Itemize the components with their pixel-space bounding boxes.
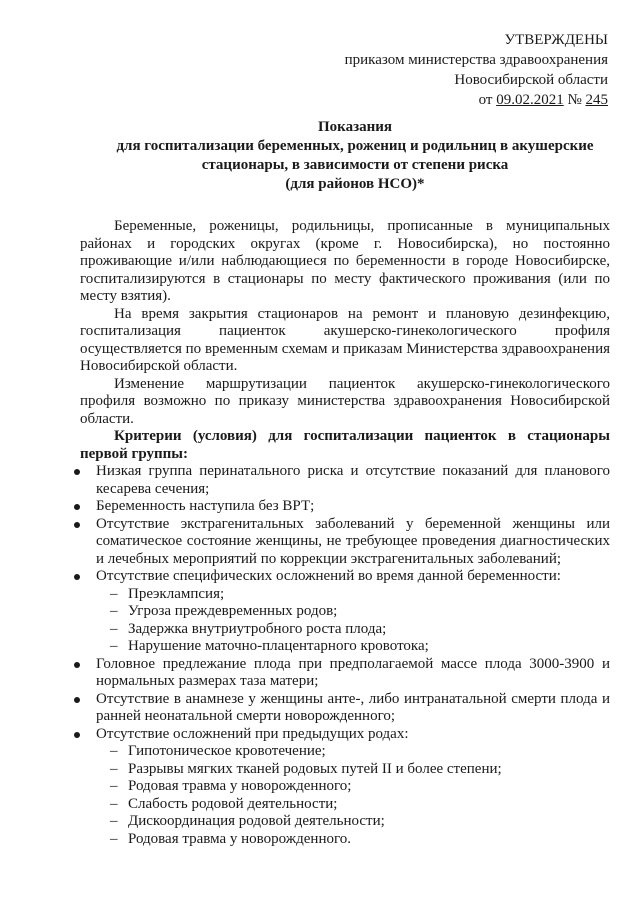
criteria-text: Отсутствие специфических осложнений во время данной беременности: — [96, 568, 561, 584]
sublist-text: Дискоординация родовой деятельности; — [128, 813, 385, 829]
criteria-text: Отсутствие осложнений при предыдущих родах: — [96, 725, 409, 742]
sublist-text: Гипотоническое кровотечение; — [128, 743, 326, 759]
sublist-item — [110, 831, 610, 849]
approval-authority: приказом министерства здравоохранения — [344, 52, 608, 68]
sublist-text: Преэклампсия; — [128, 585, 225, 602]
document-body — [80, 218, 610, 848]
approval-number-sign: № — [563, 92, 586, 108]
criteria-text: Низкая группа перинатального риска и отсутствие показаний для планового кесарева сечения; — [96, 463, 610, 497]
criteria-item — [80, 463, 610, 498]
paragraph-residence: Беременные, роженицы, родильницы, прописанные в муниципальных районах и городских округах (кроме г. Новосибирска), но постоянно проживающие и/или наблюдающиеся по беременности в городе Новосибирске, госпитализируются в стационары по месту фактического проживания (или по месту взятия). — [80, 218, 610, 304]
sublist-text: Нарушение маточно-плацентарного кровотока; — [128, 638, 429, 654]
approval-block — [345, 30, 608, 110]
criteria-item — [80, 516, 610, 569]
dash-icon: – — [110, 603, 118, 619]
bullet-icon — [74, 732, 80, 738]
sublist-item — [110, 743, 610, 761]
title-line-2: для госпитализации беременных, рожениц и родильниц в акушерские — [116, 138, 594, 154]
dash-icon: – — [110, 830, 118, 847]
criteria-item — [80, 568, 610, 656]
dash-icon: – — [110, 778, 118, 794]
bullet-icon — [74, 469, 80, 475]
sublist-text: Разрывы мягких тканей родовых путей II и более степени; — [128, 760, 502, 777]
criteria-text: Головное предлежание плода при предполагаемой массе плода 3000-3900 и нормальных размерах таза матери; — [96, 655, 610, 689]
criteria-item — [80, 691, 610, 726]
sublist-item — [110, 586, 610, 604]
criteria-heading: Критерии (условия) для госпитализации пациенток в стационары первой группы: — [80, 428, 610, 462]
sublist-text: Угроза преждевременных родов; — [128, 603, 338, 619]
previous-births-sublist — [96, 743, 610, 848]
sublist-item — [110, 813, 610, 831]
paragraph-routing: Изменение маршрутизации пациенток акушерско-гинекологического профиля возможно по приказу министерства здравоохранения Новосибирской области. — [80, 375, 610, 427]
bullet-icon — [74, 697, 80, 703]
approval-date: 09.02.2021 — [496, 92, 564, 108]
bullet-icon — [74, 504, 80, 510]
sublist-text: Родовая травма у новорожденного; — [128, 778, 352, 794]
approval-date-line — [345, 90, 608, 110]
dash-icon: – — [110, 813, 118, 829]
sublist-item — [110, 796, 610, 814]
document-title — [80, 118, 630, 194]
title-line-1: Показания — [317, 119, 392, 135]
bullet-icon — [74, 522, 80, 528]
approval-from: от — [478, 92, 497, 108]
approval-number: 245 — [585, 92, 608, 108]
criteria-item — [80, 726, 610, 849]
sublist-item — [110, 603, 610, 621]
sublist-text: Задержка внутриутробного роста плода; — [128, 620, 387, 637]
sublist-item — [110, 778, 610, 796]
approval-heading: УТВЕРЖДЕНЫ — [504, 32, 608, 48]
approval-region: Новосибирской области — [454, 72, 608, 88]
paragraph-closure: На время закрытия стационаров на ремонт и плановую дезинфекцию, госпитализация пациенток акушерско-гинекологического профиля осуществляется по временным схемам и приказам Министерства здравоохранения Новосибирской области. — [80, 305, 610, 374]
criteria-item — [80, 498, 610, 516]
sublist-item — [110, 621, 610, 639]
dash-icon: – — [110, 585, 118, 602]
criteria-text: Отсутствие экстрагенитальных заболеваний у беременной женщины или соматическое состояние женщины, не требующее проведения диагностических и лечебных мероприятий по коррекции экстрагенитальных заболеваний; — [96, 515, 610, 567]
title-line-4: (для районов НСО)* — [285, 176, 425, 192]
dash-icon: – — [110, 743, 118, 759]
criteria-list — [80, 463, 610, 848]
sublist-text: Родовая травма у новорожденного. — [128, 830, 352, 847]
title-line-3: стационары, в зависимости от степени риска — [201, 157, 509, 173]
criteria-item — [80, 656, 610, 691]
sublist-item — [110, 761, 610, 779]
dash-icon: – — [110, 760, 118, 777]
bullet-icon — [74, 662, 80, 668]
dash-icon: – — [110, 620, 118, 637]
dash-icon: – — [110, 795, 118, 812]
dash-icon: – — [110, 638, 118, 654]
bullet-icon — [74, 574, 80, 580]
criteria-text: Отсутствие в анамнезе у женщины анте-, либо интранатальной смерти плода и ранней неонатальной смерти новорожденного; — [96, 690, 610, 724]
complications-sublist — [96, 586, 610, 656]
sublist-item — [110, 638, 610, 656]
sublist-text: Слабость родовой деятельности; — [128, 795, 338, 812]
criteria-text: Беременность наступила без ВРТ; — [96, 498, 315, 514]
